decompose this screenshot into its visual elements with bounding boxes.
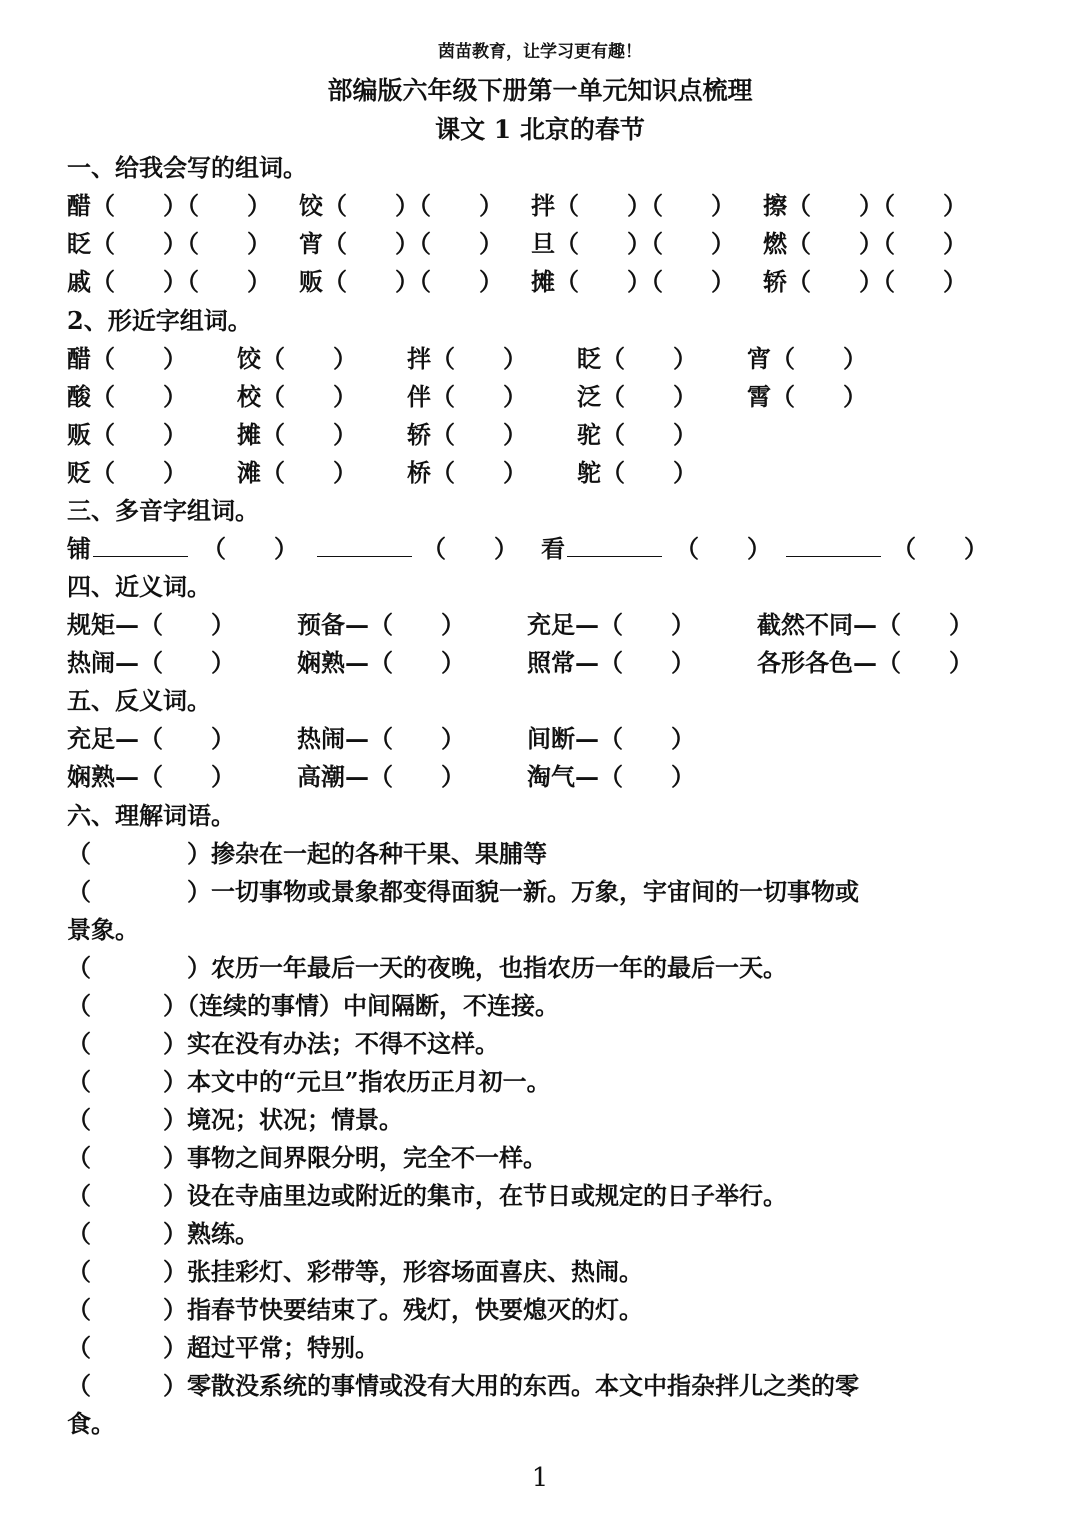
header-tagline: 茵苗教育，让学习更有趣！	[438, 42, 642, 62]
meaning-item: （ ）掺杂在一起的各种干果、果脯等	[67, 839, 547, 868]
answer-blank	[567, 532, 662, 557]
section-heading-similar-chars: 2、形近字组词。	[67, 306, 252, 335]
antonym-item: 间断—（ ）	[527, 724, 695, 753]
char-item: 宵（ ）	[747, 344, 867, 373]
page-title: 部编版六年级下册第一单元知识点梳理	[327, 76, 753, 105]
meaning-item-continuation: 景象。	[67, 915, 139, 944]
meaning-item: （ ）（连续的事情）中间隔断，不连接。	[67, 991, 559, 1020]
antonym-item: 娴熟—（ ）	[67, 762, 235, 791]
synonym-item: 照常—（ ）	[527, 648, 695, 677]
section-heading-polyphonic: 三、多音字组词。	[67, 496, 259, 525]
polyphonic-row	[67, 532, 1027, 566]
synonym-item: 充足—（ ）	[527, 610, 695, 639]
antonym-item: 高潮—（ ）	[297, 762, 465, 791]
char-item: 伴（ ）	[407, 382, 527, 411]
antonym-row	[67, 760, 1027, 794]
char-item: 桥（ ）	[407, 458, 527, 487]
synonym-item: 娴熟—（ ）	[297, 648, 465, 677]
meaning-item: （ ）事物之间界限分明，完全不一样。	[67, 1143, 547, 1172]
meaning-item: （ ）超过平常；特别。	[67, 1333, 379, 1362]
word-group-item: 饺（ ）（ ）	[299, 191, 503, 220]
synonym-item: 规矩—（ ）	[67, 610, 235, 639]
synonym-row	[67, 608, 1027, 642]
word-group-item: 拌（ ）（ ）	[531, 191, 735, 220]
char-item: 滩（ ）	[237, 458, 357, 487]
char-item: 驼（ ）	[577, 420, 697, 449]
char-item: 拌（ ）	[407, 344, 527, 373]
section-heading-writing: 一、给我会写的组词。	[67, 153, 307, 182]
meaning-item: （ ）一切事物或景象都变得面貌一新。万象，宇宙间的一切事物或	[67, 877, 859, 906]
writing-row	[67, 189, 1027, 223]
char-item: 贬（ ）	[67, 458, 187, 487]
meaning-item-continuation: 食。	[67, 1409, 115, 1438]
page-number: 1	[531, 1463, 549, 1493]
similar-chars-row	[67, 418, 1027, 452]
section-heading-antonyms: 五、反义词。	[67, 686, 211, 715]
meaning-item: （ ）实在没有办法；不得不这样。	[67, 1029, 499, 1058]
char-item: 眨（ ）	[577, 344, 697, 373]
word-group-item: 摊（ ）（ ）	[531, 267, 735, 296]
char-item: 轿（ ）	[407, 420, 527, 449]
writing-row	[67, 265, 1027, 299]
meaning-item: （ ）境况；状况；情景。	[67, 1105, 403, 1134]
char-item: 酸（ ）	[67, 382, 187, 411]
pinyin-bracket: （ ）	[675, 534, 771, 563]
antonym-row	[67, 722, 1027, 756]
synonym-item: 各形各色—（ ）	[757, 648, 973, 677]
word-group-item: 戚（ ）（ ）	[67, 267, 271, 296]
similar-chars-row	[67, 342, 1027, 376]
answer-blank	[93, 532, 188, 557]
section-heading-synonyms: 四、近义词。	[67, 572, 211, 601]
word-group-item: 旦（ ）（ ）	[531, 229, 735, 258]
meaning-item: （ ）农历一年最后一天的夜晚，也指农历一年的最后一天。	[67, 953, 787, 982]
lesson-subtitle: 课文 1 北京的春节	[435, 115, 645, 144]
word-group-item: 贩（ ）（ ）	[299, 267, 503, 296]
meaning-item: （ ）本文中的“元旦”指农历正月初一。	[67, 1067, 551, 1096]
antonym-item: 充足—（ ）	[67, 724, 235, 753]
writing-row	[67, 227, 1027, 261]
answer-blank	[786, 532, 881, 557]
synonym-item: 热闹—（ ）	[67, 648, 235, 677]
section-heading-meanings: 六、理解词语。	[67, 801, 235, 830]
word-group-item: 眨（ ）（ ）	[67, 229, 271, 258]
word-group-item: 轿（ ）（ ）	[763, 267, 967, 296]
meaning-item: （ ）熟练。	[67, 1219, 259, 1248]
char-item: 醋（ ）	[67, 344, 187, 373]
meaning-item: （ ）张挂彩灯、彩带等，形容场面喜庆、热闹。	[67, 1257, 643, 1286]
char-item: 泛（ ）	[577, 382, 697, 411]
pinyin-bracket: （ ）	[202, 534, 298, 563]
word-group-item: 宵（ ）（ ）	[299, 229, 503, 258]
polyphonic-char: 看	[541, 534, 565, 563]
similar-chars-row	[67, 456, 1027, 490]
synonym-row	[67, 646, 1027, 680]
polyphonic-char: 铺	[67, 534, 91, 563]
char-item: 贩（ ）	[67, 420, 187, 449]
antonym-item: 淘气—（ ）	[527, 762, 695, 791]
answer-blank	[317, 532, 412, 557]
pinyin-bracket: （ ）	[892, 534, 988, 563]
synonym-item: 预备—（ ）	[297, 610, 465, 639]
synonym-item: 截然不同—（ ）	[757, 610, 973, 639]
char-item: 校（ ）	[237, 382, 357, 411]
meaning-item: （ ）设在寺庙里边或附近的集市，在节日或规定的日子举行。	[67, 1181, 787, 1210]
word-group-item: 擦（ ）（ ）	[763, 191, 967, 220]
char-item: 饺（ ）	[237, 344, 357, 373]
char-item: 鸵（ ）	[577, 458, 697, 487]
similar-chars-row	[67, 380, 1027, 414]
char-item: 霄（ ）	[747, 382, 867, 411]
meaning-item: （ ）零散没系统的事情或没有大用的东西。本文中指杂拌儿之类的零	[67, 1371, 859, 1400]
meaning-item: （ ）指春节快要结束了。残灯，快要熄灭的灯。	[67, 1295, 643, 1324]
pinyin-bracket: （ ）	[422, 534, 518, 563]
antonym-item: 热闹—（ ）	[297, 724, 465, 753]
word-group-item: 燃（ ）（ ）	[763, 229, 967, 258]
char-item: 摊（ ）	[237, 420, 357, 449]
word-group-item: 醋（ ）（ ）	[67, 191, 271, 220]
